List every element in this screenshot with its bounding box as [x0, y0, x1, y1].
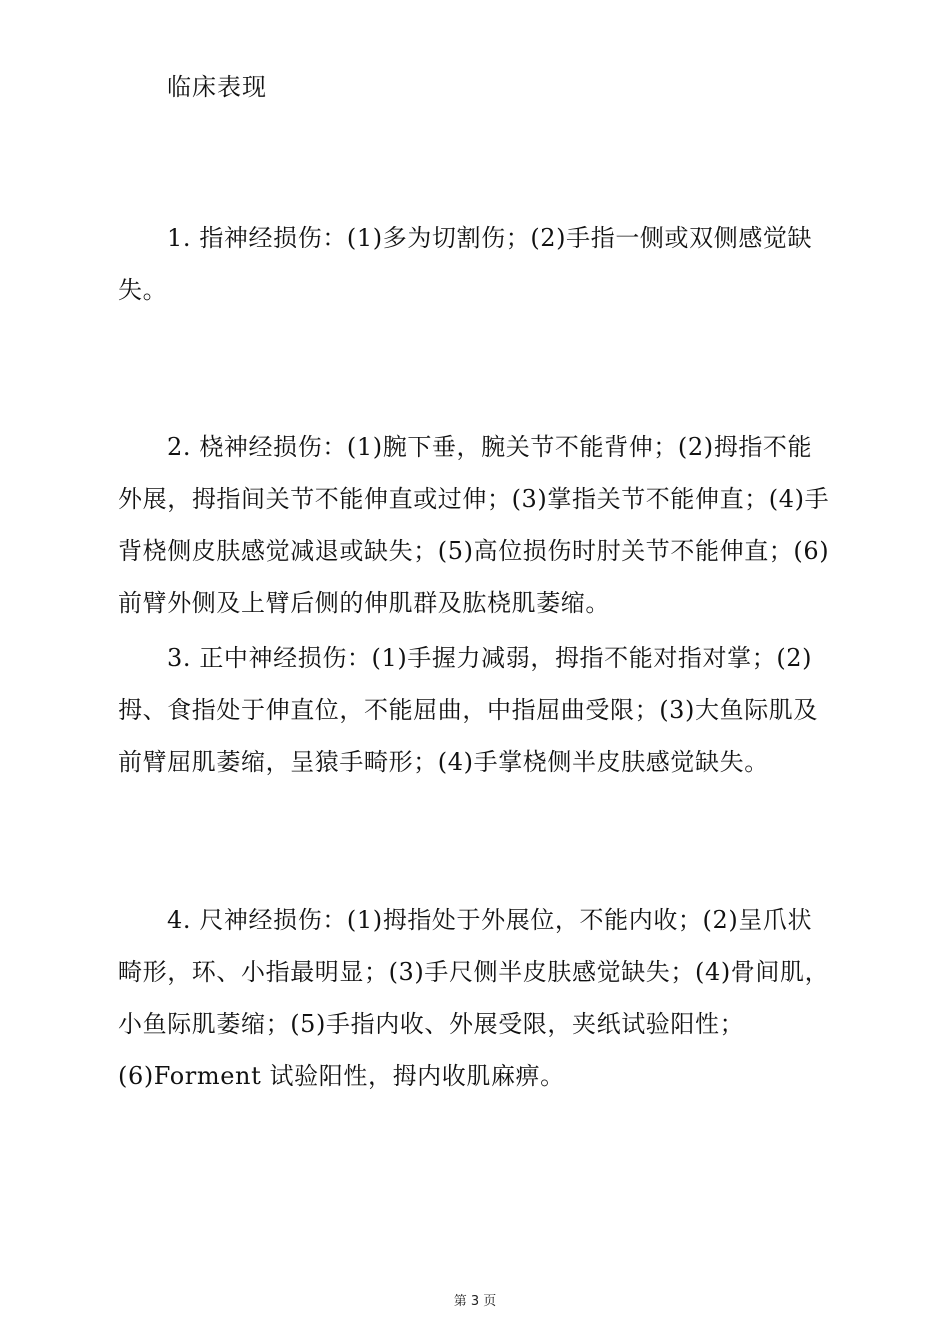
paragraph-line: 小鱼际肌萎缩；(5)手指内收、外展受限，夹纸试验阳性；: [118, 1010, 745, 1038]
section-heading: 临床表现: [167, 73, 267, 101]
paragraph-radial-nerve-injury: [118, 421, 838, 629]
paragraph-line: 畸形，环、小指最明显；(3)手尺侧半皮肤感觉缺失；(4)骨间肌，: [118, 958, 830, 986]
paragraph-line: 1. 指神经损伤：(1)多为切割伤；(2)手指一侧或双侧感觉缺: [167, 224, 813, 252]
paragraph-median-nerve-injury: [118, 632, 838, 788]
paragraph-line: 背桡侧皮肤感觉减退或缺失；(5)高位损伤时肘关节不能伸直；(6): [118, 537, 830, 565]
paragraph-digital-nerve-injury: [118, 212, 838, 316]
paragraph-ulnar-nerve-injury: [118, 894, 838, 1102]
paragraph-line: 外展，拇指间关节不能伸直或过伸；(3)掌指关节不能伸直；(4)手: [118, 485, 830, 513]
paragraph-line: 前臂屈肌萎缩，呈猿手畸形；(4)手掌桡侧半皮肤感觉缺失。: [118, 748, 769, 776]
paragraph-line: 前臂外侧及上臂后侧的伸肌群及肱桡肌萎缩。: [118, 589, 610, 617]
paragraph-line: 2. 桡神经损伤：(1)腕下垂，腕关节不能背伸；(2)拇指不能: [167, 433, 813, 461]
page-number-footer: 第 3 页: [453, 1294, 497, 1309]
paragraph-line: 失。: [118, 276, 168, 304]
paragraph-line: 3. 正中神经损伤：(1)手握力减弱，拇指不能对指对掌；(2): [167, 644, 813, 672]
paragraph-line: 4. 尺神经损伤：(1)拇指处于外展位，不能内收；(2)呈爪状: [167, 906, 813, 934]
paragraph-line: (6)Forment 试验阳性，拇内收肌麻痹。: [118, 1062, 565, 1090]
paragraph-line: 拇、食指处于伸直位，不能屈曲，中指屈曲受限；(3)大鱼际肌及: [118, 696, 818, 724]
